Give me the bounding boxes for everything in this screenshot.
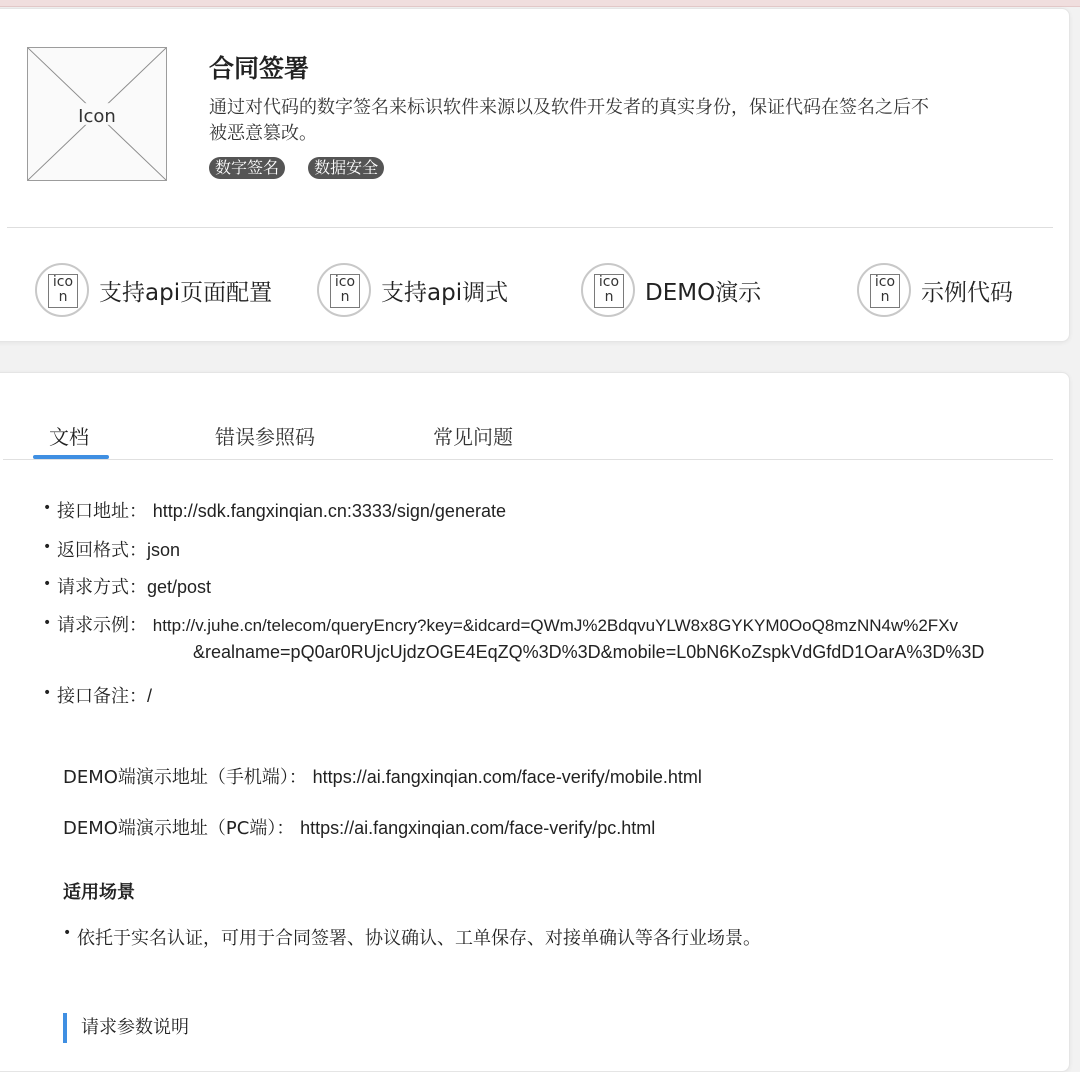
ico-text: ico n [330,274,360,308]
ico-placeholder-icon [35,263,89,317]
bullet-icon: • [43,685,52,701]
return-format-value: json [147,540,181,560]
feature-label: 示例代码 [921,279,1013,306]
row-key: 返回格式： [57,540,147,561]
scenario-item [63,924,761,950]
product-card [0,8,1070,342]
request-method-row [43,575,211,600]
placeholder-label: Icon [78,106,116,127]
product-title: 合同签署 [209,54,310,83]
demo-url-pc[interactable]: https://ai.fangxinqian.com/face-verify/pc.html [300,818,656,838]
tag-list [209,157,402,179]
feature-label: 支持api调式 [381,279,509,306]
api-remark-value: / [147,686,153,706]
request-example-row [43,614,958,638]
product-icon-placeholder [27,47,167,181]
scenario-title: 适用场景 [63,882,135,903]
tag-digital-signature[interactable]: 数字签名 [209,157,285,179]
feature-api-debug[interactable] [317,261,508,319]
row-key: 接口备注： [57,686,147,707]
feature-label: 支持api页面配置 [99,279,273,306]
demo-label: DEMO端演示地址（手机端）： [63,767,307,788]
ico-placeholder-icon [317,263,371,317]
ico-placeholder-icon [857,263,911,317]
ico-text: ico n [870,274,900,308]
bullet-icon: • [43,576,52,592]
tag-data-security[interactable]: 数据安全 [308,157,384,179]
request-params-header: 请求参数说明 [63,1013,189,1043]
demo-link-pc [63,816,655,841]
api-address-value[interactable]: http://sdk.fangxinqian.cn:3333/sign/generate [152,501,506,521]
row-key: 接口地址： [57,501,147,522]
row-key: 请求方式： [57,577,147,598]
api-address-row [43,499,506,524]
feature-sample-code[interactable] [857,261,1013,319]
ico-text: ico n [48,274,78,308]
tab-faq[interactable]: 常见问题 [433,425,513,449]
feature-demo[interactable] [581,261,761,319]
active-tab-indicator [33,455,109,459]
bullet-icon: • [63,925,72,941]
ico-placeholder-icon [581,263,635,317]
divider [7,227,1053,228]
doc-card [0,372,1070,1072]
tab-docs[interactable]: 文档 [49,425,89,449]
bullet-icon: • [43,500,52,516]
demo-link-mobile [63,765,702,790]
product-description: 通过对代码的数字签名来标识软件来源以及软件开发者的真实身份，保证代码在签名之后不被恶意篡改。 [209,97,929,144]
ico-text: ico n [594,274,624,308]
scenario-text: 依托于实名认证，可用于合同签署、协议确认、工单保存、对接单确认等各行业场景。 [77,928,761,949]
feature-label: DEMO演示 [645,279,762,306]
bullet-icon: • [43,615,52,631]
row-key: 请求示例： [57,615,147,636]
request-example-value[interactable]: http://v.juhe.cn/telecom/queryEncry?key=&idcard=QWmJ%2BdqvuYLW8x8GYKYM0OoQ8mzNN4w%2FXv [152,616,959,635]
request-method-value: get/post [147,577,212,597]
demo-url-mobile[interactable]: https://ai.fangxinqian.com/face-verify/mobile.html [312,767,702,787]
tab-bar [3,417,1053,460]
feature-api-page-config[interactable] [35,261,272,319]
request-example-continuation[interactable]: &realname=pQ0ar0RUjcUjdzOGE4EqZQ%3D%3D&mobile=L0bN6KoZspkVdGfdD1OarA%3D%3D [193,642,985,662]
bullet-icon: • [43,539,52,555]
tab-error-codes[interactable]: 错误参照码 [215,425,315,449]
top-strip [0,0,1080,7]
demo-label: DEMO端演示地址（PC端）： [63,818,295,839]
return-format-row [43,538,180,563]
api-remark-row [43,684,152,709]
